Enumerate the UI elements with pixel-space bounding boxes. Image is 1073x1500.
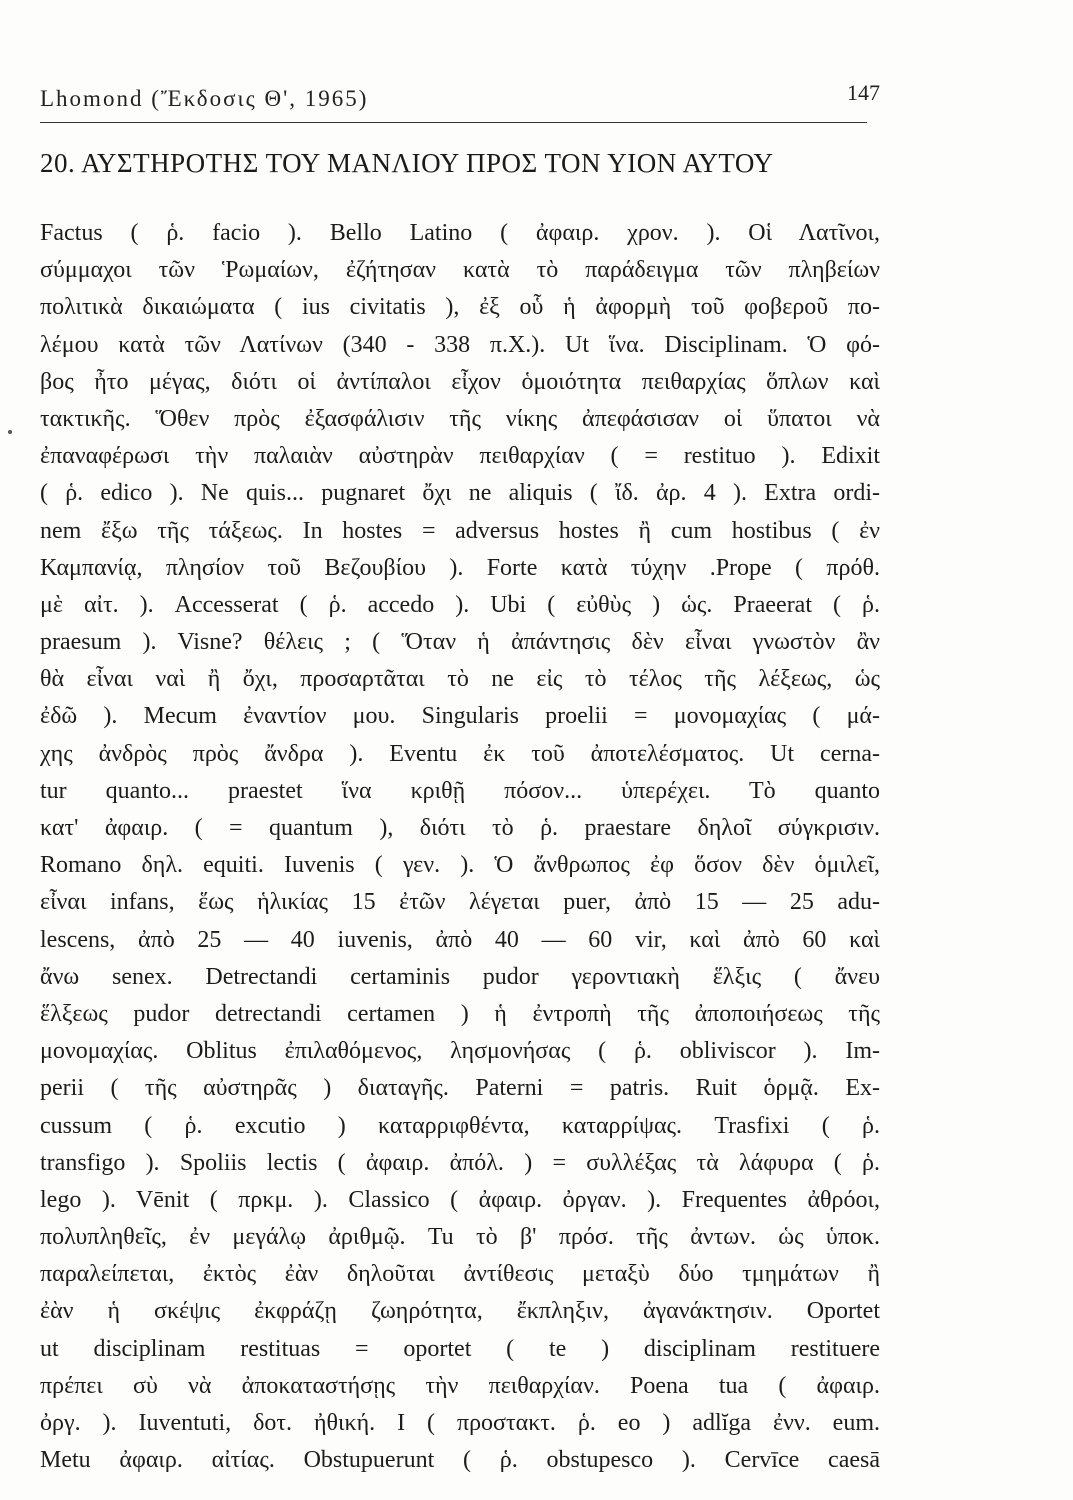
text-line: perii ( τῆς αὐστηρᾶς ) διαταγῆς. Paterni = patris. Ruit ὁρμᾷ. Ex- — [40, 1075, 880, 1102]
text-line: ἐπαναφέρωσι τὴν παλαιὰν αὐστηρὰν πειθαρχίαν ( = restituo ). Edixit — [40, 443, 880, 470]
text-line: Romano δηλ. equiti. Iuvenis ( γεν. ). Ὁ ἄνθρωπος ἐφ ὅσον δὲν ὁμιλεῖ, — [40, 852, 880, 879]
text-line: κατ' ἀφαιρ. ( = quantum ), διότι τὸ ῥ. praestare δηλοῖ σύγκρισιν. — [40, 815, 881, 841]
text-line: tur quanto... praestet ἵνα κριθῇ πόσον... ὑπερέχει. Τὸ quanto — [40, 777, 880, 804]
text-line: μονομαχίας. Oblitus ἐπιλαθόμενος, λησμονήσας ( ῥ. obliviscor ). Im- — [40, 1038, 880, 1065]
margin-mark — [8, 430, 12, 434]
text-line: σύμμαχοι τῶν Ῥωμαίων, ἐζήτησαν κατὰ τὸ παράδειγμα τῶν πληβείων — [40, 257, 880, 284]
text-line: λέμου κατὰ τῶν Λατίνων (340 - 338 π.Χ.). Ut ἵνα. Disciplinam. Ὁ φό- — [40, 331, 880, 358]
text-line: πολιτικὰ δικαιώματα ( ius civitatis ), ἐξ οὗ ἡ ἀφορμὴ τοῦ φοβεροῦ πο- — [40, 294, 880, 321]
page-number: 147 — [847, 80, 880, 105]
text-line: cussum ( ῥ. excutio ) καταρριφθέντα, καταρρίψας. Trasfixi ( ῥ. — [40, 1112, 880, 1139]
text-line: τακτικῆς. Ὅθεν πρὸς ἐξασφάλισιν τῆς νίκης ἀπεφάσισαν οἱ ὕπατοι νὰ — [40, 405, 880, 432]
header-rule — [40, 122, 867, 123]
text-line: βος ἦτο μέγας, διότι οἱ ἀντίπαλοι εἶχον ὁμοιότητα πειθαρχίας ὅπλων καὶ — [40, 368, 880, 395]
running-head — [40, 80, 1040, 120]
text-line: χης ἀνδρὸς πρὸς ἄνδρα ). Eventu ἐκ τοῦ ἀποτελέσματος. Ut cerna- — [40, 740, 880, 767]
text-line: lescens, ἀπὸ 25 — 40 iuvenis, ἀπὸ 40 — 60 vir, καὶ ἀπὸ 60 καὶ — [40, 926, 880, 953]
text-line: Factus ( ῥ. facio ). Bello Latino ( ἀφαιρ. χρον. ). Οἱ Λατῖνοι, — [40, 220, 880, 246]
text-line: Καμπανίᾳ, πλησίον τοῦ Βεζουβίου ). Forte κατὰ τύχην .Prope ( πρόθ. — [40, 554, 880, 581]
text-line: transfigo ). Spoliis lectis ( ἀφαιρ. ἀπόλ. ) = συλλέξας τὰ λάφυρα ( ῥ. — [40, 1149, 880, 1176]
text-line: θὰ εἶναι ναὶ ἢ ὄχι, προσαρτᾶται τὸ ne εἰς τὸ τέλος τῆς λέξεως, ὡς — [40, 666, 880, 693]
chapter-title: 20. ΑΥΣΤΗΡΟΤΗΣ ΤΟΥ ΜΑΝΛΙΟΥ ΠΡΟΣ ΤΟΝ ΥΙΟΝ ΑΥΤΟΥ — [40, 148, 774, 178]
text-line: ἄνω senex. Detrectandi certaminis pudor γεροντιακὴ ἕλξις ( ἄνευ — [40, 963, 880, 990]
text-line: πρέπει σὺ νὰ ἀποκαταστήσῃς τὴν πειθαρχίαν. Poena tua ( ἀφαιρ. — [40, 1372, 880, 1399]
text-line: ἕλξεως pudor detrectandi certamen ) ἡ ἐντροπὴ τῆς ἀποποιήσεως τῆς — [40, 1000, 880, 1027]
text-line: ὀργ. ). Iuventuti, δοτ. ἠθική. I ( προστακτ. ῥ. eo ) adlĭga ἐνν. eum. — [40, 1410, 880, 1436]
text-line: παραλείπεται, ἐκτὸς ἐὰν δηλοῦται ἀντίθεσις μεταξὺ δύο τμημάτων ἢ — [40, 1261, 880, 1288]
text-line: ( ῥ. edico ). Ne quis... pugnaret ὄχι ne aliquis ( ἴδ. ἀρ. 4 ). Extra ordi- — [40, 480, 880, 507]
text-line: εἶναι infans, ἕως ἡλικίας 15 ἐτῶν λέγεται puer, ἀπὸ 15 — 25 adu- — [40, 889, 880, 916]
body-text — [40, 215, 880, 1479]
text-line: ἐὰν ἡ σκέψις ἐκφράζῃ ζωηρότητα, ἔκπληξιν, ἀγανάκτησιν. Oportet — [40, 1298, 880, 1325]
text-line: praesum ). Visne? θέλεις ; ( Ὅταν ἡ ἀπάντησις δὲν εἶναι γνωστὸν ἂν — [40, 629, 880, 656]
text-line: lego ). Vēnit ( πρκμ. ). Classico ( ἀφαιρ. ὀργαν. ). Frequentes ἀθρόοι, — [40, 1186, 880, 1213]
text-line: nem ἔξω τῆς τάξεως. In hostes = adversus hostes ἢ cum hostibus ( ἐν — [40, 517, 880, 544]
text-line: Metu ἀφαιρ. αἰτίας. Obstupuerunt ( ῥ. obstupesco ). Cervīce caesā — [40, 1447, 880, 1474]
text-line: ut disciplinam restituas = oportet ( te ) disciplinam restituere — [40, 1335, 880, 1362]
text-line: μὲ αἰτ. ). Accesserat ( ῥ. accedo ). Ubi ( εὐθὺς ) ὡς. Praeerat ( ῥ. — [40, 591, 880, 618]
text-line: πολυπληθεῖς, ἐν μεγάλῳ ἀριθμῷ. Tu τὸ β' πρόσ. τῆς ἀντων. ὡς ὑποκ. — [40, 1224, 880, 1251]
text-line: ἐδῶ ). Mecum ἐναντίον μου. Singularis proelii = μονομαχίας ( μά- — [40, 703, 880, 730]
running-title: Lhomond (Ἔκδοσις Θ', 1965) — [40, 86, 369, 111]
